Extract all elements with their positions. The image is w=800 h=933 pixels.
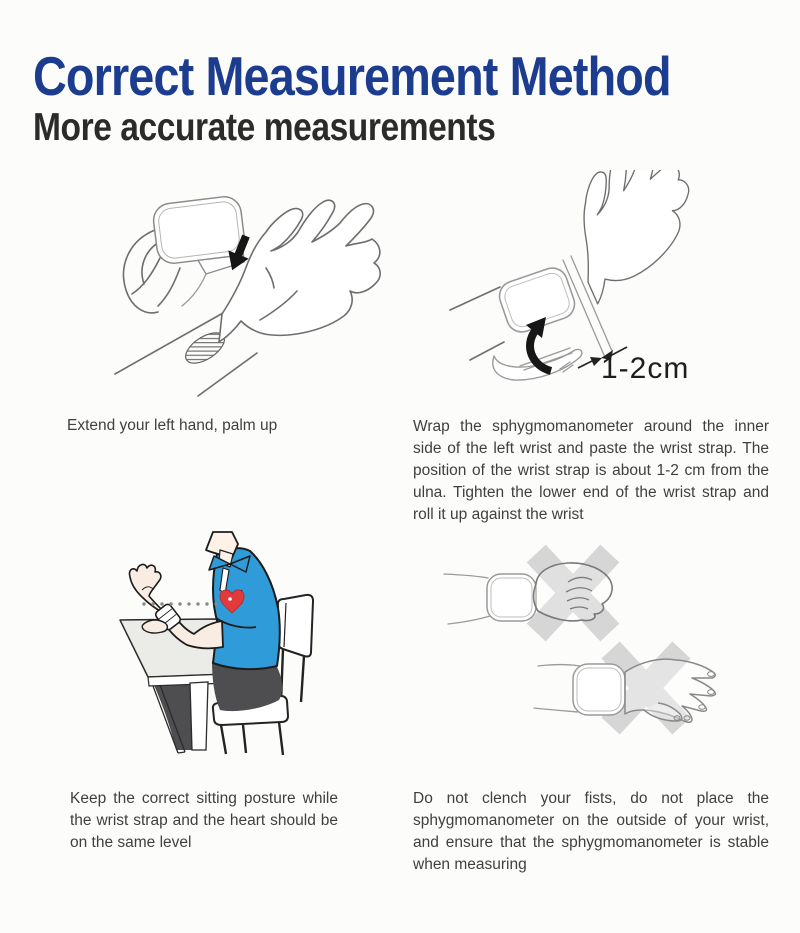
page-title: Correct Measurement Method <box>33 45 671 107</box>
clenched-fist-hand <box>444 563 612 624</box>
illustration-wrist-strap-distance <box>420 170 750 405</box>
hand-on-table <box>142 620 167 633</box>
measure-arrow-lower-icon <box>578 357 602 368</box>
forearm-lines <box>450 287 504 360</box>
open-hand <box>219 200 380 342</box>
distance-label: 1-2cm <box>601 352 690 385</box>
step-3-caption: Keep the correct sitting posture while the wrist strap and the heart should be on the same level <box>70 790 338 851</box>
step-2-caption: Wrap the sphygmomanometer around the inner side of the left wrist and paste the wrist strap. The position of the wrist strap is about 1-2 cm from the ulna. Tighten the lower end of the wrist strap and roll it up against the wrist <box>413 418 769 523</box>
wrist-monitor-cuff <box>573 664 625 715</box>
heart-level-dotted-line <box>142 602 217 605</box>
illustration-incorrect-usage <box>430 540 750 760</box>
raised-hand <box>130 564 166 614</box>
illustration-sitting-posture <box>80 520 330 780</box>
step-4-caption: Do not clench your fists, do not place the sphygmomanometer on the outside of your wrist, and ensure that the sphygmomanometer is stable when measuring <box>413 790 769 873</box>
step-1-caption: Extend your left hand, palm up <box>67 417 278 434</box>
illustration-palm-up-hand <box>60 170 390 405</box>
page-subtitle: More accurate measurements <box>33 106 496 149</box>
wrist-monitor-device <box>152 195 247 306</box>
